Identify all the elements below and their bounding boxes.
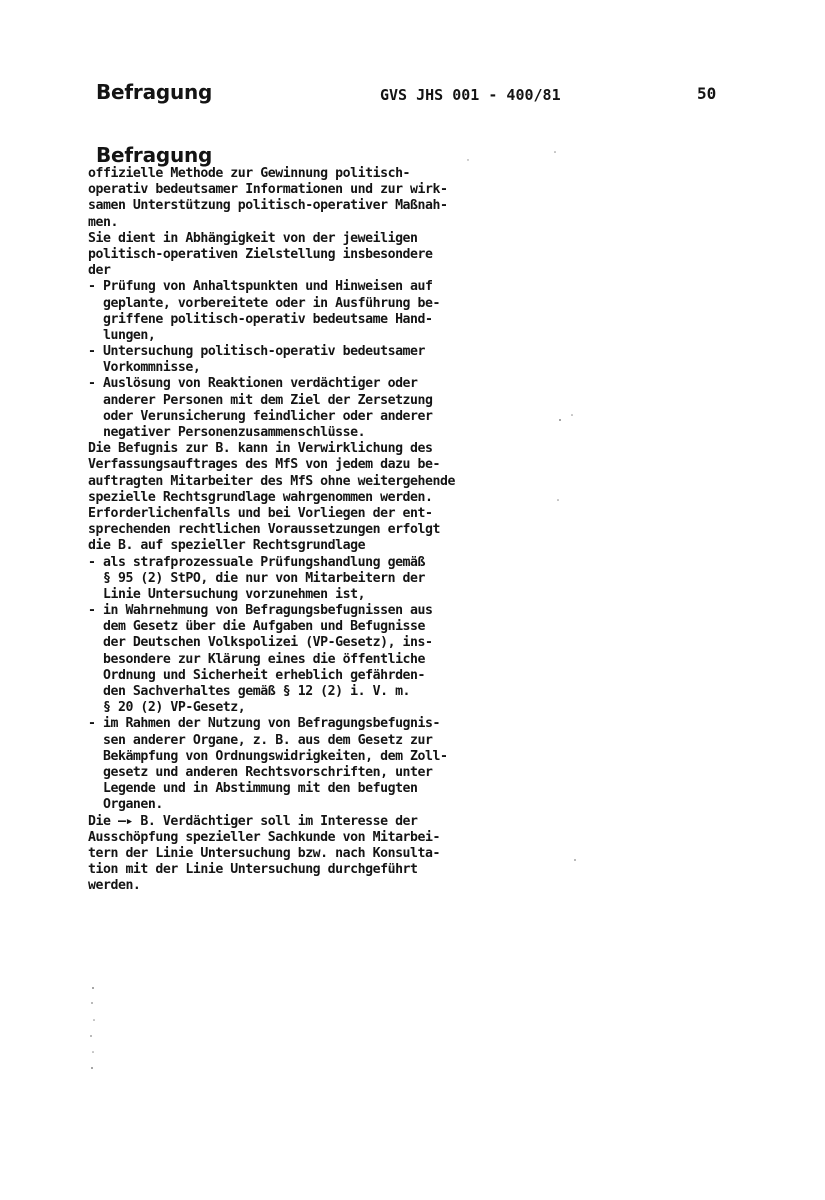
body-line: Erforderlichenfalls und bei Vorliegen der ent- — [88, 505, 433, 521]
list-item-line: Ordnung und Sicherheit erheblich gefährden- — [88, 667, 426, 683]
list-item-line: Linie Untersuchung vorzunehmen ist, — [88, 586, 366, 602]
running-header-keyword: Befragung — [96, 80, 213, 104]
list-item-line: gesetz und anderen Rechtsvorschriften, unter — [88, 764, 433, 780]
body-line: samen Unterstützung politisch-operativer Maßnah- — [88, 198, 448, 214]
body-line: tion mit der Linie Untersuchung durchgeführt — [88, 862, 418, 878]
list-item-line: Bekämpfung von Ordnungswidrigkeiten, dem Zoll- — [88, 748, 448, 764]
body-line: men. — [88, 214, 118, 230]
list-item-line: negativer Personenzusammenschlüsse. — [88, 425, 366, 440]
list-item-line: geplante, vorbereitete oder in Ausführung be- — [88, 295, 441, 311]
list-item-line: - in Wahrnehmung von Befragungsbefugnissen aus — [88, 603, 433, 619]
body-line: sprechenden rechtlichen Voraussetzungen erfolgt — [88, 522, 441, 538]
list-item-line: den Sachverhaltes gemäß § 12 (2) i. V. m. — [88, 684, 411, 699]
list-item-line: dem Gesetz über die Aufgaben und Befugnisse — [88, 619, 426, 635]
list-item-line: Vorkommnisse, — [88, 360, 201, 376]
list-item-line: besondere zur Klärung eines die öffentliche — [88, 651, 426, 667]
body-line: operativ bedeutsamer Informationen und zur wirk- — [88, 182, 448, 198]
body-line: Die Befugnis zur B. kann in Verwirklichung des — [88, 441, 433, 457]
body-line: Verfassungsauftrages des MfS von jedem dazu be- — [88, 457, 441, 473]
body-line: auftragten Mitarbeiter des MfS ohne weitergehende — [88, 473, 455, 489]
list-item-line: anderer Personen mit dem Ziel der Zersetzung — [88, 392, 433, 408]
list-item-line: griffene politisch-operativ bedeutsame Hand- — [88, 311, 433, 327]
body-line: werden. — [88, 878, 141, 894]
list-item-line: - Auslösung von Reaktionen verdächtiger oder — [88, 376, 418, 392]
body-line: Ausschöpfung spezieller Sachkunde von Mitarbei- — [88, 829, 441, 845]
list-item-line: der Deutschen Volkspolizei (VP-Gesetz), ins- — [88, 635, 433, 651]
list-item-line: - Prüfung von Anhaltspunkten und Hinweisen auf — [88, 279, 433, 295]
body-line: spezielle Rechtsgrundlage wahrgenommen werden. — [88, 489, 433, 505]
entry-title: Befragung — [96, 143, 213, 167]
body-line: politisch-operativen Zielstellung insbesondere — [88, 246, 433, 262]
body-line: offizielle Methode zur Gewinnung politisch- — [88, 166, 411, 181]
document-code: GVS JHS 001 - 400/81 — [380, 86, 561, 104]
list-item-line: lungen, — [88, 327, 156, 343]
list-item-line: Legende und in Abstimmung mit den befugten — [88, 781, 418, 797]
list-item-line: oder Verunsicherung feindlicher oder anderer — [88, 408, 433, 424]
body-line: Die —▸ B. Verdächtiger soll im Interesse der — [88, 813, 418, 829]
body-line: tern der Linie Untersuchung bzw. nach Konsulta- — [88, 845, 441, 861]
list-item-line: sen anderer Organe, z. B. aus dem Gesetz zur — [88, 732, 433, 748]
list-item-line: - Untersuchung politisch-operativ bedeutsamer — [88, 344, 426, 360]
body-line: Sie dient in Abhängigkeit von der jeweiligen — [88, 230, 418, 246]
list-item-line: Organen. — [88, 797, 163, 813]
page-number: 50 — [697, 84, 717, 103]
list-item-line: § 20 (2) VP-Gesetz, — [88, 700, 246, 716]
list-item-line: - im Rahmen der Nutzung von Befragungsbefugnis- — [88, 716, 441, 732]
body-line: die B. auf spezieller Rechtsgrundlage — [88, 538, 366, 554]
list-item-line: - als strafprozessuale Prüfungshandlung gemäß — [88, 554, 426, 570]
list-item-line: § 95 (2) StPO, die nur von Mitarbeitern der — [88, 570, 426, 586]
body-line: der — [88, 263, 111, 279]
